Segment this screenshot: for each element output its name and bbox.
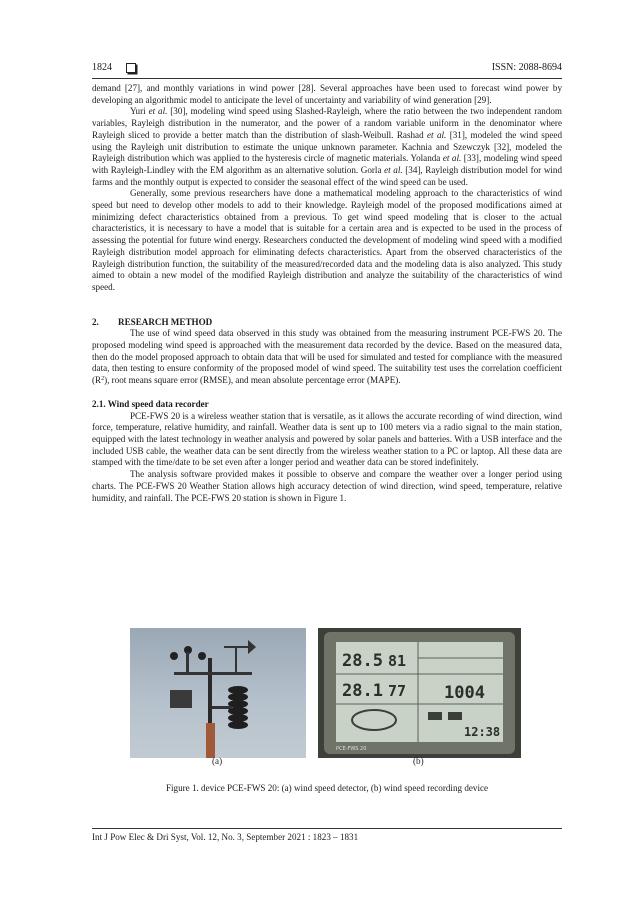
display-temp-out: 28.1 (342, 681, 383, 701)
page-header (92, 61, 562, 75)
footer-rule (92, 828, 562, 829)
paragraph: PCE-FWS 20 is a wireless weather station that is versatile, as it allows the accurate recording of wind direction, wind force, temperature, relative humidity, and rainfall. Weather data is sent up to 100 meters via a radio signal to the main station, equipped with the latest technology in weather analysis and powered by solar panels and batteries. With a USB interface and the included USB cable, the weather data can be sent directly from the wireless weather station to a PC or laptop. All these data are stamped with the time/date to be set even after a longer period and weather data can be stored indefinitely. (92, 410, 562, 468)
figure-label-b: (b) (413, 756, 424, 766)
paragraph: Generally, some previous researchers have done a mathematical modeling approach to the characteristics of wind speed but need to develop other models to add to their knowledge. Rayleigh model of the proposed modifications aimed at minimizing defect characteristics obtained from a previous. To get wind speed modeling that is closer to the actual characteristics, it is necessary to have a model that is suitable for a certain area and is expected to be used in the process of assessing the potential for future wind energy. Researchers conducted the development of modeling wind speed with a modified Rayleigh distribution model approach for eliminating defects characteristics. Apart from the observed characteristics of the Rayleigh distribution function, the suitability of the measured/recorded data and the modeling data is also analyzed. This study aimed to obtain a new model of the modified Rayleigh distribution and analyze the suitability of the characteristics of wind speed. (92, 188, 562, 292)
figure-label-a: (a) (212, 756, 223, 766)
page-number: 1824 (92, 62, 112, 73)
display-pressure: 1004 (444, 683, 485, 703)
display-hum-out: 77 (388, 682, 407, 700)
figure-caption: Figure 1. device PCE-FWS 20: (a) wind speed detector, (b) wind speed recording device (165, 783, 489, 793)
device-brand: PCE-FWS 20 (336, 746, 367, 752)
issn-label: ISSN: 2088-8694 (491, 62, 562, 73)
paragraph: demand [27], and monthly variations in wind power [28]. Several approaches have been used to forecast wind power by developing an algorithmic model to anticipate the level of uncertainty and variability of wind generation [29]. (92, 83, 562, 105)
weather-station-display-photo (318, 628, 521, 758)
display-temp-in: 28.5 (342, 651, 383, 671)
wind-detector-photo (130, 628, 306, 758)
display-hum-in: 81 (388, 652, 407, 670)
footer-citation: Int J Pow Elec & Dri Syst, Vol. 12, No. 3, September 2021 : 1823 – 1831 (92, 832, 359, 842)
section-heading: 2. RESEARCH METHOD (92, 316, 213, 327)
subsection-heading: 2.1. Wind speed data recorder (92, 398, 209, 409)
display-time: 12:38 (464, 725, 501, 739)
square-bullet-icon (126, 63, 136, 73)
article-body (92, 83, 562, 504)
header-rule (92, 78, 562, 79)
paragraph: Yuri et al. [30], modeling wind speed using Slashed-Rayleigh, where the ratio between the two independent random variables, Rayleigh distribution in the numerator, and the power of a random variable uniform in the denominator where Rayleigh sliced to provide a better match than the distribution of slash-Weibull. Rashad et al. [31], modeled the wind speed using the Rayleigh unit distribution to estimate the unique unknown parameter. Kachnia and Szewczyk [32], modeled the Rayleigh distribution which was applied to the hysteresis circle of magnetic materials. Yolanda et al. [33], modeling wind speed with Rayleigh-Lindley with the EM algorithm as an alternative solution. Gorla et al. [34], Rayleigh distribution model for wind farms and the monthly output is expected to consider the seasonal effect of the wind speed can be used. (92, 106, 563, 187)
paragraph: The use of wind speed data observed in this study was obtained from the measuring instrument PCE-FWS 20. The proposed modeling wind speed is approached with the measurement data recorded by the device. Based on the measured data, then do the model proposed approach to obtain data that will be used for simulated and tested for compliance with the measured data, then testing to ensure conformity of the proposed model of wind speed. The suitability test uses the correlation coefficient $(R^2)$, root means square error (RMSE), and mean absolute percentage error (MAPE). (92, 328, 562, 386)
paragraph: The analysis software provided makes it possible to observe and compare the weather over a longer period using charts. The PCE-FWS 20 Weather Station allows high accuracy detection of wind direction, wind speed, temperature, relative humidity, and rainfall. The PCE-FWS 20 station is shown in Figure 1. (92, 469, 562, 503)
